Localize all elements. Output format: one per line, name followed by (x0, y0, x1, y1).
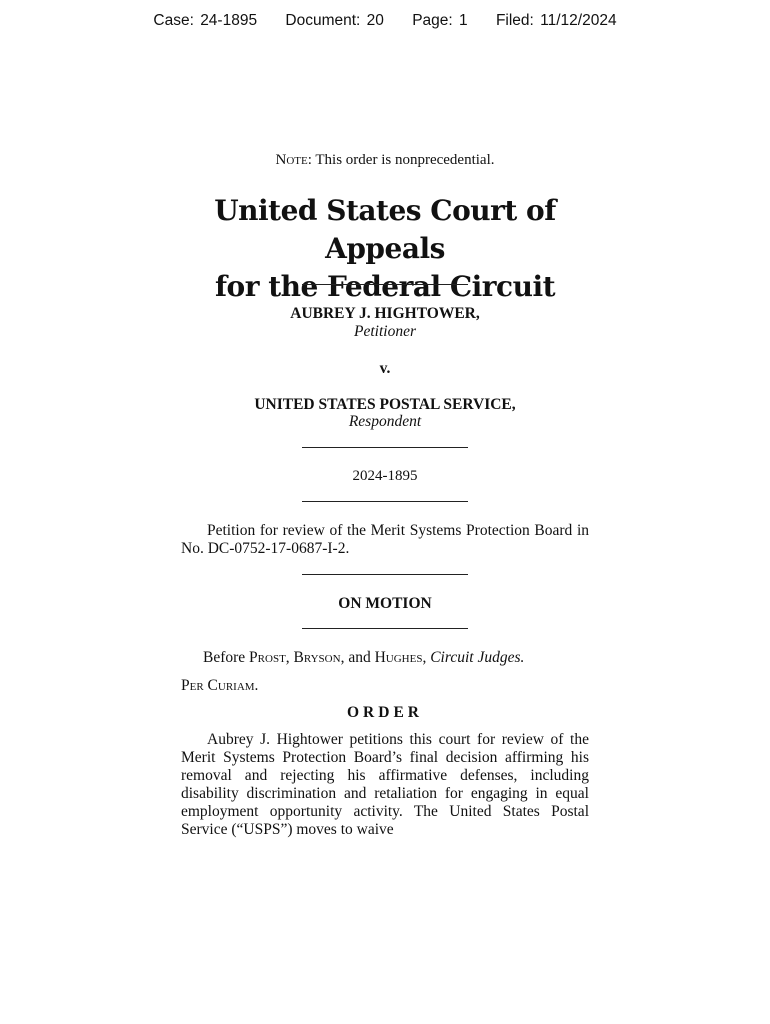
judge-bryson: Bryson (293, 649, 341, 666)
filed-date: Filed: 11/12/2024 (495, 12, 617, 29)
petition-paragraph (181, 522, 589, 558)
respondent-role: Respondent (348, 413, 422, 430)
judge-hughes: Hughes (374, 649, 423, 666)
court-title (161, 192, 609, 306)
nonprecedential-note (181, 152, 589, 169)
divider-rule (302, 284, 468, 285)
panel-before: Before (203, 649, 246, 666)
panel-separator: , (422, 649, 427, 666)
filing-header (0, 12, 770, 30)
order-heading: ORDER (347, 704, 423, 721)
respondent-name: UNITED STATES POSTAL SERVICE, (254, 396, 516, 413)
case-number: Case: 24-1895 (153, 12, 258, 29)
docket-number: 2024-1895 (352, 468, 418, 484)
judge-prost: Prost (249, 649, 286, 666)
order-paragraph (181, 731, 589, 839)
court-title-line2: for the Federal Circuit (214, 270, 556, 303)
petitioner-role: Petitioner (354, 323, 416, 340)
per-curiam: Per Curiam. (181, 677, 259, 694)
divider-rule (302, 447, 468, 448)
motion-heading: ON MOTION (338, 595, 432, 612)
court-title-line1: United States Court of Appeals (214, 194, 556, 265)
divider-rule (302, 574, 468, 575)
document-number: Document: 20 (285, 12, 384, 29)
petition-text: Petition for review of the Merit Systems Protection Board in No. DC-0752-17-0687-I-2. (181, 522, 589, 557)
panel-title: Circuit Judges. (430, 649, 525, 666)
panel-separator: , and (340, 649, 371, 666)
page-number: Page: 1 (412, 12, 468, 29)
divider-rule (302, 501, 468, 502)
order-body: Aubrey J. Hightower petitions this court for review of the Merit Systems Protection Board’s final decision affirming his removal and rejecting his affirmative defenses, including disability discrimination and retaliation for engaging in equal employment opportunity activity. The United States Postal Service (“USPS”) moves to waive (181, 731, 589, 838)
note-label: Note: (275, 152, 312, 168)
panel-line (181, 649, 589, 667)
petitioner-name: AUBREY J. HIGHTOWER, (290, 305, 480, 322)
note-text: This order is nonprecedential. (315, 152, 495, 168)
versus: v. (379, 360, 391, 377)
divider-rule (302, 628, 468, 629)
panel-separator: , (285, 649, 290, 666)
